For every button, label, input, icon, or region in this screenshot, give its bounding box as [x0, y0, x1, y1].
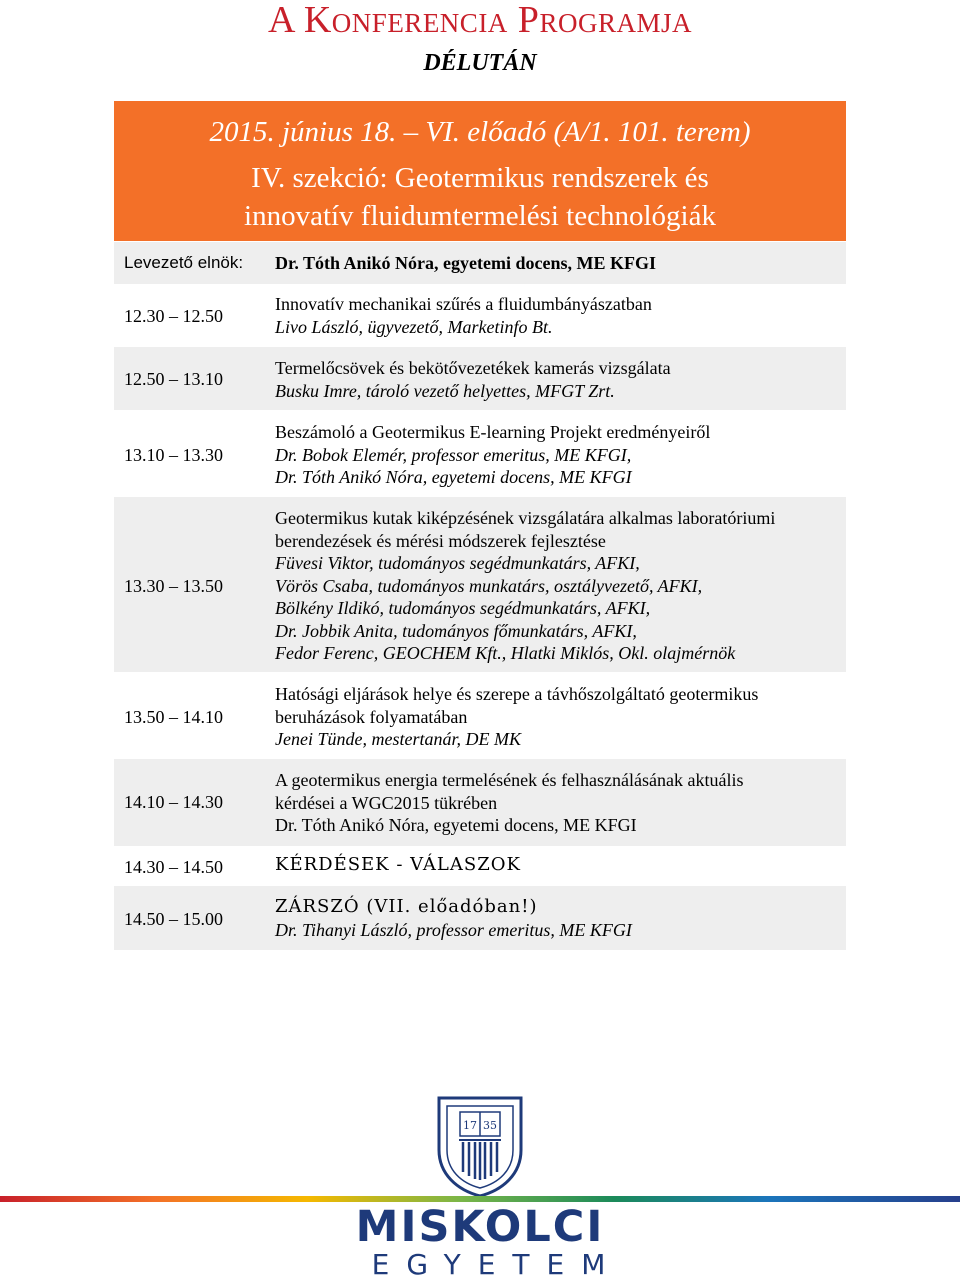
page-title: A Konferencia Programja — [268, 0, 692, 41]
seal-year-right: 35 — [483, 1119, 497, 1132]
session-time: 13.30 – 13.50 — [124, 576, 223, 596]
session-time: 13.50 – 14.10 — [124, 707, 223, 727]
speaker: Busku Imre, tároló vezető helyettes, MFGT Zrt. — [275, 380, 615, 401]
talk-title: beruházások folyamatában — [275, 706, 468, 727]
chair-label: Levezető elnök: — [124, 253, 244, 272]
speaker: Dr. Tóth Anikó Nóra, egyetemi docens, ME KFGI — [275, 467, 632, 487]
chair-name: Dr. Tóth Anikó Nóra, egyetemi docens, ME KFGI — [275, 253, 656, 273]
speaker: Jenei Tünde, mestertanár, DE MK — [275, 729, 521, 749]
session-row — [114, 284, 846, 347]
talk-title: KÉRDÉSEK - VÁLASZOK — [275, 854, 521, 875]
session-row — [114, 497, 846, 672]
section-title-line-1: IV. szekció: Geotermikus rendszerek és — [251, 162, 709, 194]
session-row — [114, 410, 846, 497]
session-time: 14.30 – 14.50 — [124, 857, 223, 877]
section-header — [114, 101, 846, 241]
talk-title: kérdései a WGC2015 tükrében — [275, 792, 498, 813]
page-subtitle: DÉLUTÁN — [423, 50, 537, 76]
university-seal-icon — [433, 1092, 527, 1200]
seal-year-left: 17 — [463, 1119, 477, 1132]
talk-title: Termelőcsövek és bekötővezetékek kamerás vizsgálata — [275, 358, 671, 378]
session-date-room: 2015. június 18. – VI. előadó (A/1. 101. terem) — [209, 116, 751, 148]
talk-title: berendezések és mérési módszerek fejlesztése — [275, 530, 606, 551]
speaker: Bölkény Ildikó, tudományos segédmunkatárs, AFKI, — [275, 598, 651, 618]
speaker: Füvesi Viktor, tudományos segédmunkatárs, AFKI, — [275, 553, 640, 573]
session-time: 12.30 – 12.50 — [124, 306, 223, 326]
session-time: 12.50 – 13.10 — [124, 369, 223, 389]
chair-row — [114, 242, 846, 284]
session-time: 14.10 – 14.30 — [124, 792, 223, 812]
speaker: Livo László, ügyvezető, Marketinfo Bt. — [275, 316, 553, 337]
speaker: Dr. Tóth Anikó Nóra, egyetemi docens, ME KFGI — [275, 815, 637, 835]
speaker: Dr. Jobbik Anita, tudományos főmunkatárs, AFKI, — [275, 620, 637, 641]
session-row — [114, 886, 846, 950]
session-row — [114, 846, 846, 886]
logo-miskolci: MISKOLCI — [355, 1202, 605, 1252]
speaker: Fedor Ferenc, GEOCHEM Kft., Hlatki Miklós, Okl. olajmérnök — [275, 643, 736, 663]
speaker: Dr. Bobok Elemér, professor emeritus, ME KFGI, — [275, 444, 632, 465]
session-time: 14.50 – 15.00 — [124, 909, 223, 929]
session-row — [114, 347, 846, 410]
section-title-line-2: innovatív fluidumtermelési technológiák — [244, 200, 716, 232]
speaker: Vörös Csaba, tudományos munkatárs, osztályvezető, AFKI, — [275, 575, 703, 596]
logo-egyetem: EGYETEM — [371, 1248, 623, 1281]
talk-title: Hatósági eljárások helye és szerepe a távhőszolgáltató geotermikus — [275, 684, 759, 704]
speaker: Dr. Tihanyi László, professor emeritus, ME KFGI — [275, 919, 632, 940]
session-row — [114, 672, 846, 759]
session-row — [114, 759, 846, 846]
talk-title: A geotermikus energia termelésének és felhasználásának aktuális — [275, 770, 744, 790]
talk-title: Innovatív mechanikai szűrés a fluidumbányászatban — [275, 294, 652, 314]
talk-title: ZÁRSZÓ (VII. előadóban!) — [275, 896, 538, 917]
session-time: 13.10 – 13.30 — [124, 445, 223, 465]
talk-title: Beszámoló a Geotermikus E-learning Projekt eredményeiről — [275, 422, 711, 442]
talk-title: Geotermikus kutak kiképzésének vizsgálatára alkalmas laboratóriumi — [275, 508, 776, 528]
